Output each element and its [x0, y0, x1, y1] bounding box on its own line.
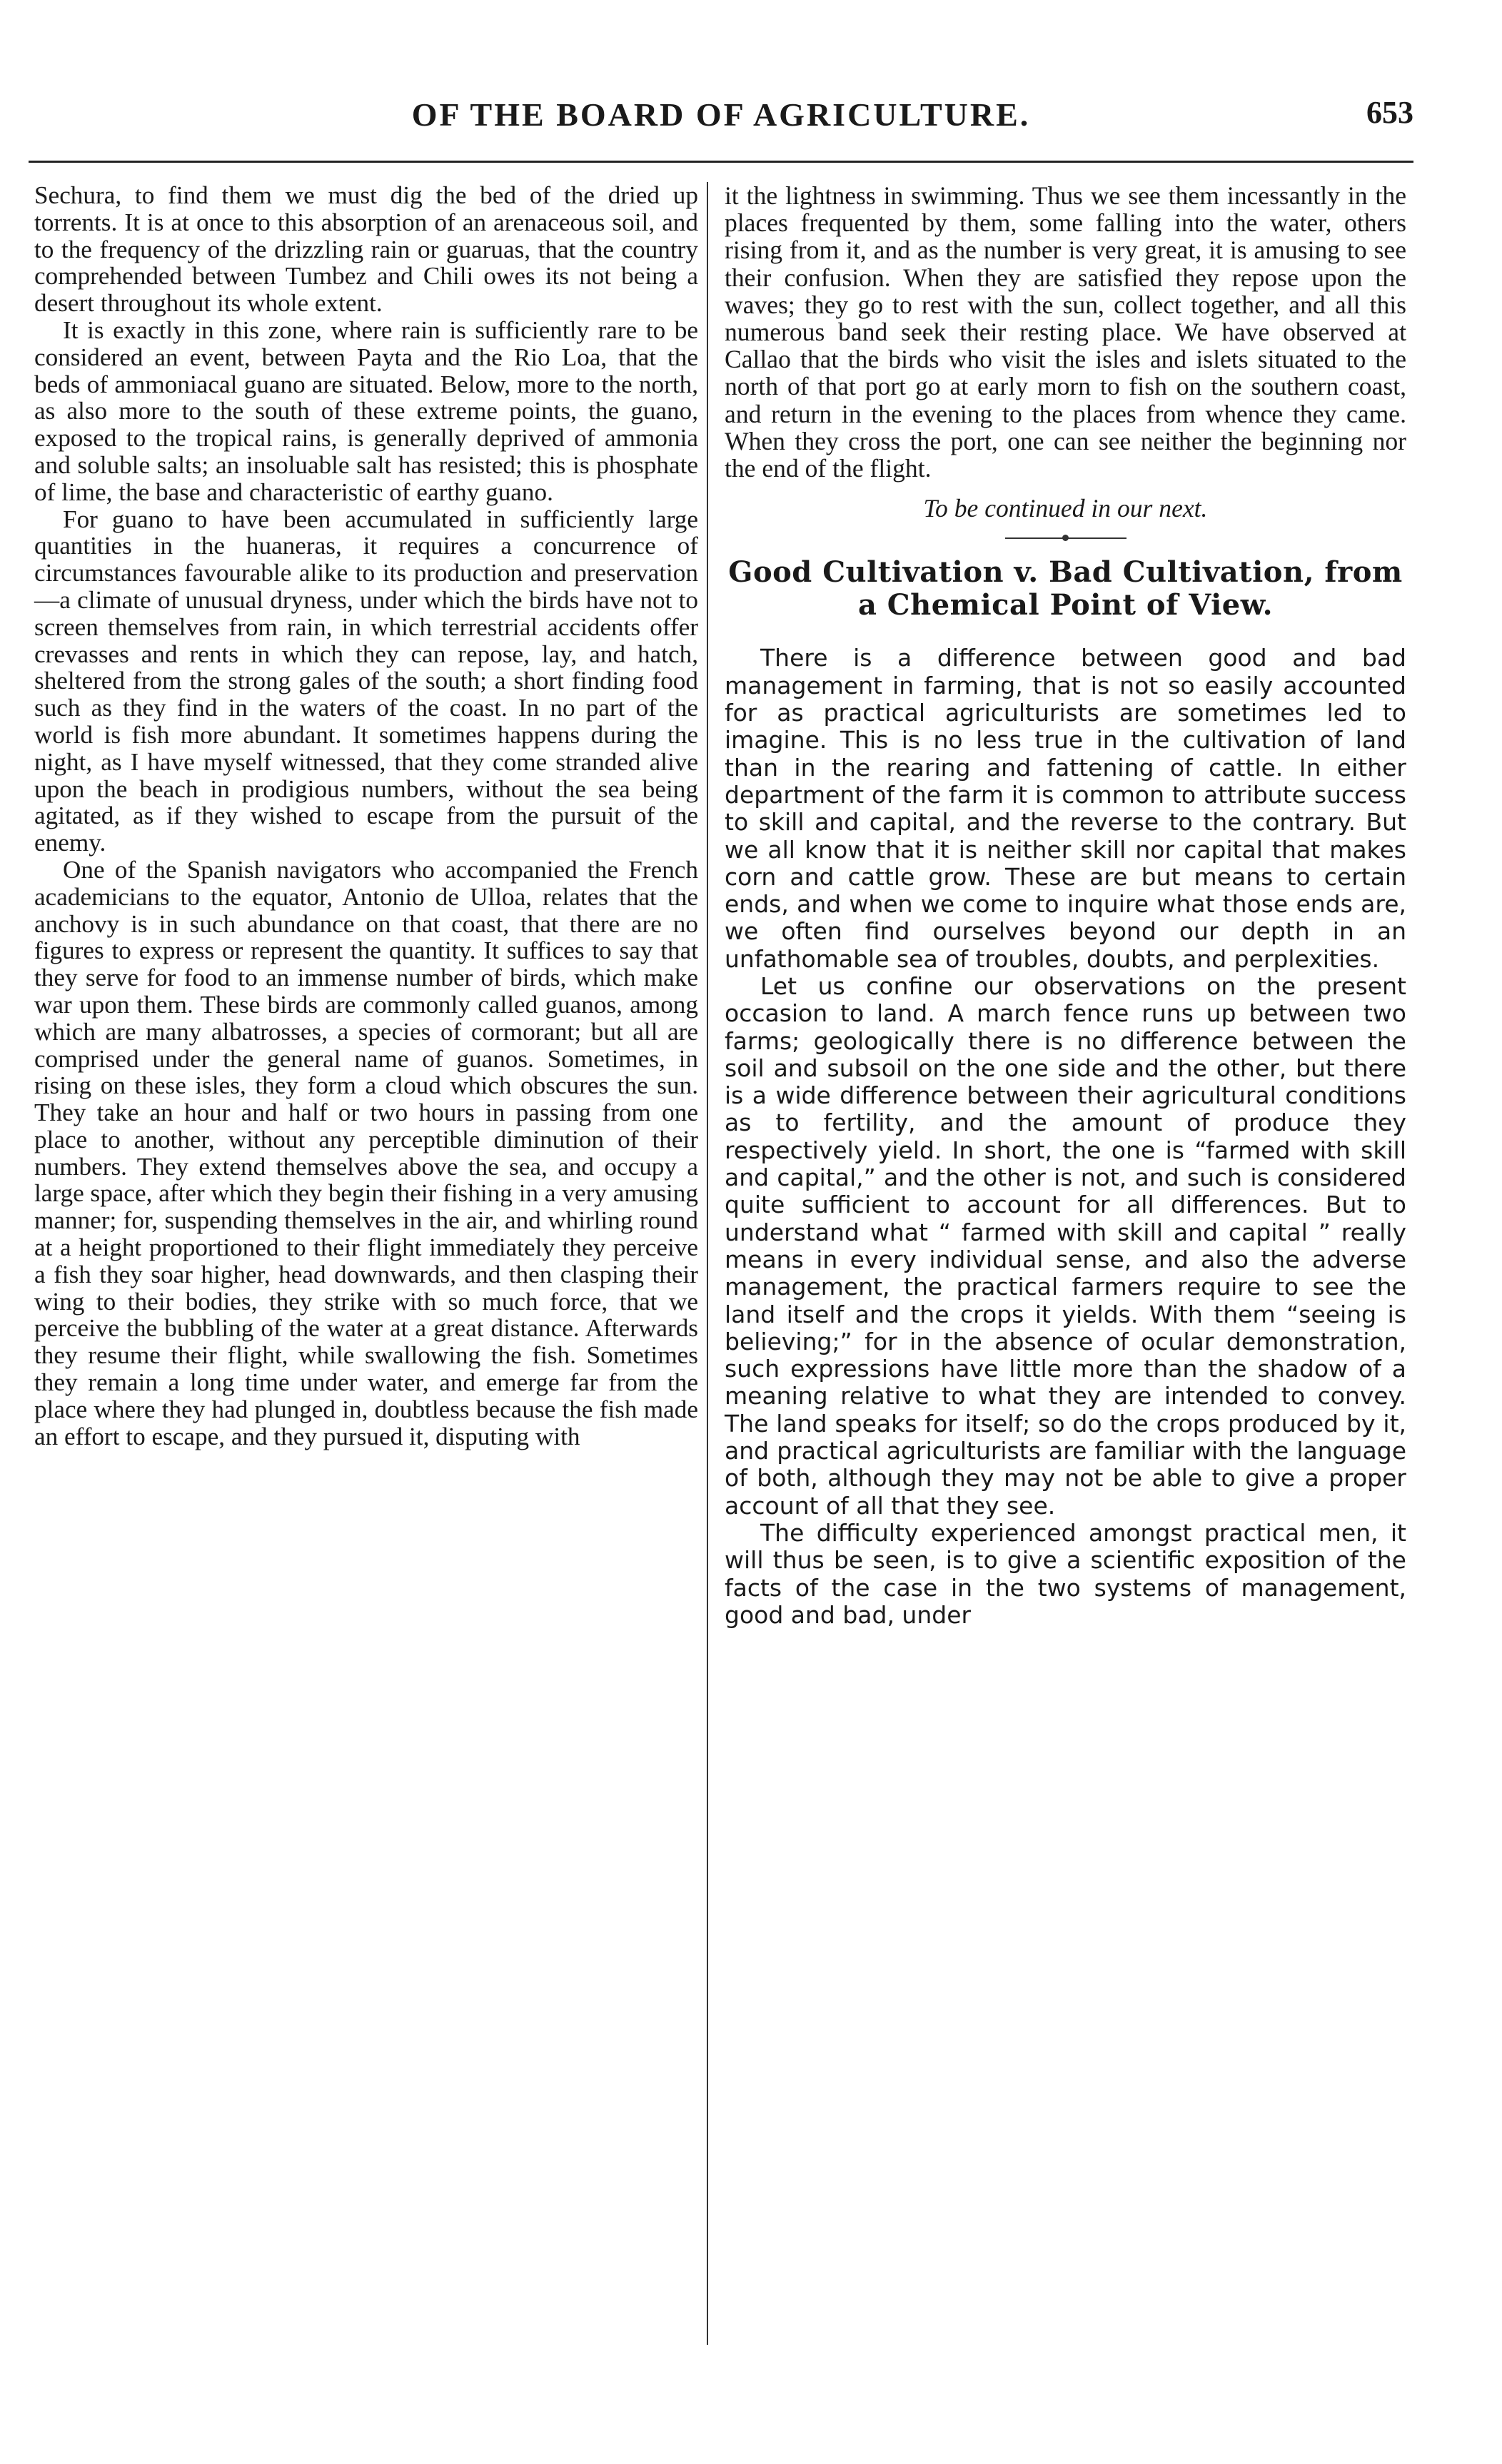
- page-number: 653: [1366, 95, 1413, 130]
- to-be-continued-note: To be continued in our next.: [923, 494, 1208, 523]
- right-column: [725, 182, 1406, 1629]
- column-divider: [707, 182, 708, 2345]
- paragraph-continuation: it the lightness in swimming. Thus we see them incessantly in the places frequented by them, some falling into the water, others rising from it, and as the number is very great, it is amusing to see their confusion. When they are satisfied they repose upon the waves; they go to rest with the sun, collect together, and all this numerous band seek their resting place. We have observed at Callao that the birds who visit the isles and islets situated to the north of that port go at early morn to fish on the southern coast, and return in the evening to the places from whence they came. When they cross the port, one can see neither the beginning nor the end of the flight.: [725, 181, 1406, 483]
- section-divider: [1005, 537, 1126, 539]
- paragraph: The difficulty experienced amongst practical men, it will thus be seen, is to give a scientific exposition of the facts of the case in the two systems of management, good and bad, under: [725, 1518, 1406, 1629]
- paragraph: There is a difference between good and bad management in farming, that is not so easily accounted for as practical agriculturists are sometimes led to imagine. This is no less true in the cultivation of land than in the rearing and fattening of cattle. In either department of the farm it is common to attribute success to skill and capital, and the reverse to the contrary. But we all know that it is neither skill nor capital that makes corn and cattle grow. These are but means to certain ends, and when we come to inquire what those ends are, we often find ourselves beyond our depth in an unfathomable sea of troubles, doubts, and perplexities.: [725, 644, 1406, 973]
- divider-dot-icon: [1062, 535, 1069, 541]
- left-column: [34, 182, 698, 1450]
- header-rule: [29, 161, 1413, 163]
- paragraph: One of the Spanish navigators who accompanied the French academicians to the equator, Antonio de Ulloa, relates that the anchovy is in such abundance on that coast, that there are no figures to express or represent the quantity. It suffices to say that they serve for food to an immense number of birds, which make war upon them. These birds are commonly called guanos, among which are many albatrosses, a species of cormorant; but all are comprised under the general name of guanos. Sometimes, in rising on these isles, they form a cloud which obscures the sun. They take an hour and half or two hours in passing from one place to another, without any perceptible diminution of their numbers. They extend themselves above the sea, and occupy a large space, after which they begin their fishing in a very amusing manner; for, suspending themselves in the air, and whirling round at a height proportioned to their flight immediately they perceive a fish they soar higher, head downwards, and then clasping their wing to their bodies, they strike with so much force, that we perceive the bubbling of the water at a great distance. Afterwards they resume their flight, while swallowing the fish. Sometimes they remain a long time under water, and emerge far from the place where they had plunged in, doubtless because the fish made an effort to escape, and they pursued it, disputing with: [34, 855, 698, 1450]
- article-title: Good Cultivation v. Bad Cultivation, from a Chemical Point of View.: [728, 555, 1403, 622]
- paragraph: Sechura, to find them we must dig the bed of the dried up torrents. It is at once to this absorption of an arenaceous soil, and to the frequency of the drizzling rain or guaruas, that the country comprehended between Tumbez and Chili owes its not being a desert throughout its whole extent.: [34, 181, 698, 318]
- page-header: [29, 91, 1421, 156]
- article-body: [725, 645, 1406, 1629]
- paragraph: For guano to have been accumulated in sufficiently large quantities in the huaneras, it requires a concurrence of circumstances favourable alike to its production and preservation—a climate of unusual dryness, under which the birds have not to screen themselves from rain, in which terrestrial accidents offer crevasses and rents in which they can repose, lay, and hatch, sheltered from the strong gales of the south; a short finding food such as they find in the waters of the coast. In no part of the world is fish more abundant. It sometimes happens during the night, as I have myself witnessed, that they come stranded alive upon the beach in prodigious numbers, without the sea being agitated, as if they wished to escape from the pursuit of the enemy.: [34, 505, 698, 857]
- running-head: OF THE BOARD OF AGRICULTURE.: [411, 96, 1031, 133]
- paragraph: It is exactly in this zone, where rain is sufficiently rare to be considered an event, between Payta and the Rio Loa, that the beds of ammoniacal guano are situated. Below, more to the north, as also more to the south of these extreme points, the guano, exposed to the tropical rains, is generally deprived of ammonia and soluble salts; an insoluable salt has resisted; this is phosphate of lime, the base and characteristic of earthy guano.: [34, 315, 698, 506]
- paragraph: Let us confine our observations on the present occasion to land. A march fence runs up between two farms; geologically there is no difference between the soil and subsoil on the one side and the other, but there is a wide difference between their agricultural conditions as to fertility, and the amount of produce they respectively yield. In short, the one is “farmed with skill and capital,” and the other is not, and such is considered quite sufficient to account for all differences. But to understand what “ farmed with skill and capital ” really means in every individual sense, and also the adverse management, the practical farmers require to see the land itself and the crops it yields. With them “seeing is believing;” for in the absence of ocular demonstration, such expressions have little more than the shadow of a meaning relative to what they are intended to convey. The land speaks for itself; so do the crops produced by it, and practical agriculturists are familiar with the language of both, although they may not be able to give a proper account of all that they see.: [725, 972, 1406, 1520]
